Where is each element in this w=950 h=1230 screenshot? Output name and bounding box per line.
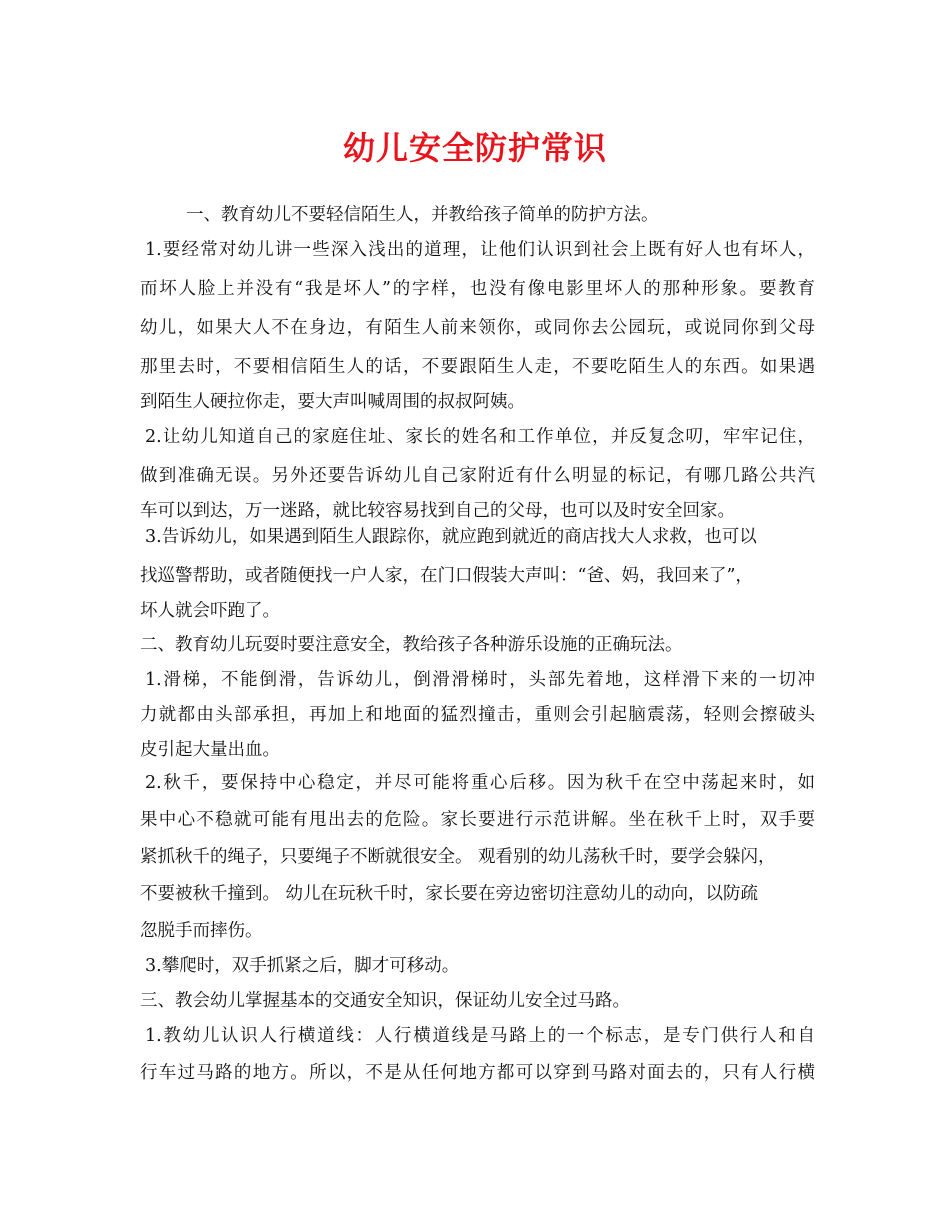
paragraph-line: 做到准确无误。另外还要告诉幼儿自己家附近有什么明显的标记，有哪几路公共汽 [140,466,815,486]
paragraph-line: 到陌生人硬拉你走，要大声叫喊周围的叔叔阿姨。 [140,392,525,412]
paragraph-line: 2.让幼儿知道自己的家庭住址、家长的姓名和工作单位，并反复念叨，牢牢记住， [145,427,815,447]
document-title: 幼儿安全防护常识 [342,129,607,167]
paragraph-line: 1.滑梯，不能倒滑，告诉幼儿，倒滑滑梯时，头部先着地，这样滑下来的一切冲 [145,670,815,690]
paragraph-line: 坏人就会吓跑了。 [140,601,280,621]
paragraph-line: 幼儿，如果大人不在身边，有陌生人前来领你，或同你去公园玩，或说同你到父母 [140,318,815,338]
paragraph-line: 果中心不稳就可能有甩出去的危险。家长要进行示范讲解。坐在秋千上时，双手要 [140,810,815,830]
paragraph-line: 1.要经常对幼儿讲一些深入浅出的道理，让他们认识到社会上既有好人也有坏人， [145,240,815,260]
paragraph-line: 那里去时，不要相信陌生人的话，不要跟陌生人走，不要吃陌生人的东西。如果遇 [140,357,815,377]
paragraph-line: 紧抓秋千的绳子，只要绳子不断就很安全。 观看别的幼儿荡秋千时，要学会躲闪， [140,847,776,867]
paragraph-line: 行车过马路的地方。所以，不是从任何地方都可以穿到马路对面去的，只有人行横 [140,1063,815,1083]
section-heading-3: 三、教会幼儿掌握基本的交通安全知识，保证幼儿安全过马路。 [140,991,630,1011]
paragraph-line: 1.教幼儿认识人行横道线：人行横道线是马路上的一个标志，是专门供行人和自 [145,1026,815,1046]
section-heading-2: 二、教育幼儿玩耍时要注意安全，教给孩子各种游乐设施的正确玩法。 [140,635,683,655]
paragraph-line: 忽脱手而摔伤。 [140,921,263,941]
paragraph-line: 3.攀爬时，双手抓紧之后，脚才可移动。 [145,956,460,976]
paragraph-line: 皮引起大量出血。 [140,740,280,760]
paragraph-line: 而坏人脸上并没有“我是坏人”的字样，也没有像电影里坏人的那种形象。要教育 [140,279,815,299]
paragraph-line: 不要被秋千撞到。 幼儿在玩秋千时，家长要在旁边密切注意幼儿的动向，以防疏 [140,884,759,904]
paragraph-line: 2.秋千，要保持中心稳定，并尽可能将重心后移。因为秋千在空中荡起来时，如 [145,773,815,793]
paragraph-line: 3.告诉幼儿，如果遇到陌生人跟踪你，就应跑到就近的商店找大人求救，也可以 [145,527,757,547]
section-heading-1: 一、教育幼儿不要轻信陌生人，并教给孩子简单的防护方法。 [186,205,659,225]
paragraph-line: 力就都由头部承担，再加上和地面的猛烈撞击，重则会引起脑震荡，轻则会擦破头 [140,705,815,725]
paragraph-line: 车可以到达，万一迷路，就比较容易找到自己的父母，也可以及时安全回家。 [140,501,735,521]
paragraph-line: 找巡警帮助，或者随便找一户人家，在门口假装大声叫：“爸、妈，我回来了”， [140,566,753,586]
